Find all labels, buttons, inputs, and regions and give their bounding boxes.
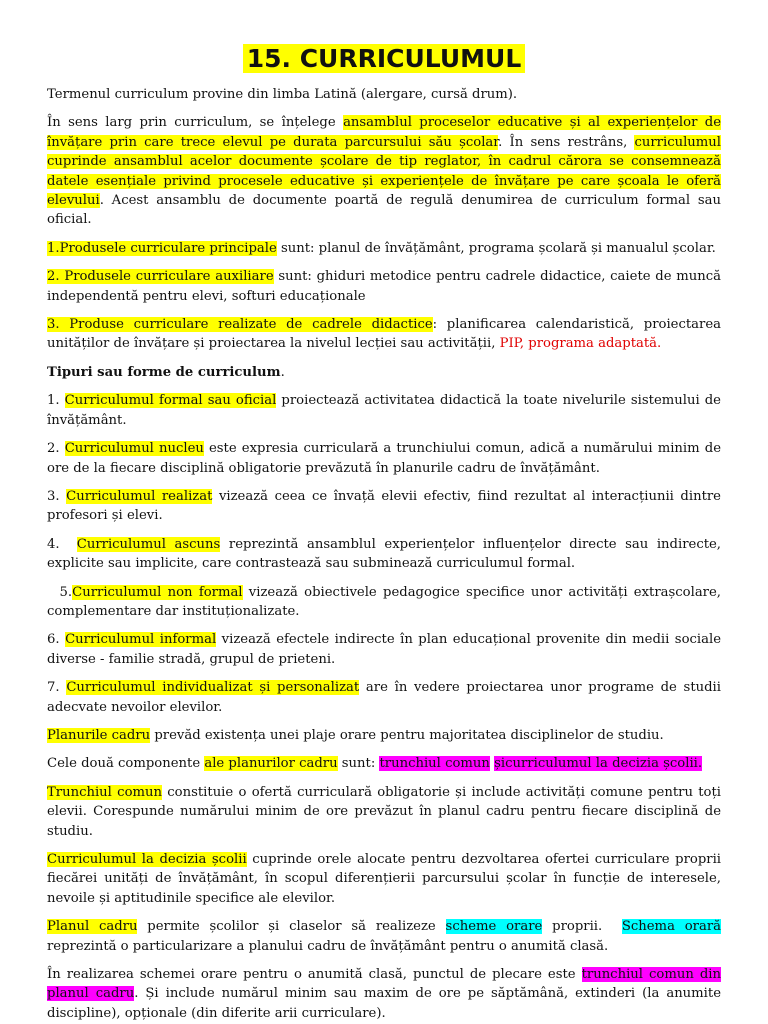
products-principal-paragraph: 1.Produsele curriculare principale sunt: planul de învățământ, programa școlară și manualul școlar. xyxy=(47,240,716,256)
products-auxiliary-paragraph: 2. Produsele curriculare auxiliare sunt: ghiduri metodice pentru cadrele didactice, caiete de muncă independentă pentru elevi, softuri educaționale xyxy=(47,269,721,304)
type-item-individualizat: 7. Curriculumul individualizat și personalizat are în vedere proiectarea unor programe de studii adecvate nevoilor elevilor. xyxy=(47,680,721,715)
framework-plan-paragraph: Planul cadru permite școlilor și claselor să realizeze scheme orare proprii. Schema orară reprezintă o particularizare a planului cadru de învățământ pentru o anumită clasă. xyxy=(47,919,726,954)
type-item-realizat: 3. Curriculumul realizat vizează ceea ce învață elevii efectiv, fiind rezultat al interacțiunii dintre profesori și elevi. xyxy=(47,488,721,524)
framework-plans-paragraph: Planurile cadru prevăd existența unei plaje orare pentru majoritatea disciplinelor de studiu. xyxy=(47,727,664,743)
products-teacher-paragraph: 3. Produse curriculare realizate de cadrele didactice: planificarea calendaristică, proiectarea unităților de învățare și proiectarea la nivelul lecției sau activității, PIP, programa adaptată. xyxy=(47,317,721,352)
intro-paragraph: Termenul curriculum provine din limba Latină (alergare, cursă drum). xyxy=(47,87,518,102)
type-item-formal: 1. Curriculumul formal sau oficial proiectează activitatea didactică la toate nivelurile sistemului de învățământ. xyxy=(47,393,721,428)
page-title: 15. CURRICULUMUL xyxy=(47,42,721,76)
definition-paragraph: În sens larg prin curriculum, se înțelege ansamblul proceselor educative și al experiențelor de învățare prin care trece elevul pe durata parcursului său școlar. În sens restrâns, curriculumul cuprinde ansamblul acelor documente școlare de tip reglator, în cadrul cărora se consemnează datele esențiale privind procesele educative și experiențele de învățare pe care școala le oferă elevului. Acest ansamblu de documente poartă de regulă denumirea de curriculum formal sau oficial. xyxy=(47,115,721,228)
type-item-informal: 6. Curriculumul informal vizează efectele indirecte în plan educațional provenite din medii sociale diverse - familie stradă, grupul de prieteni. xyxy=(47,632,721,667)
type-item-non-formal: 5.Curriculumul non formal vizează obiectivele pedagogice specifice unor activități extrașcolare, complementare dar instituționalizate. xyxy=(47,584,726,619)
type-item-ascuns: 4. Curriculumul ascuns reprezintă ansamblul experiențelor influențelor directe sau indirecte, explicite sau implicite, care contrastează sau subminează curriculumul formal. xyxy=(47,536,726,572)
timetable-paragraph: În realizarea schemei orare pentru o anumită clasă, punctul de plecare este trunchiul comun din planul cadru. Și include numărul minim sau maxim de ore pe săptămână, extinderi (la anumite discipline), opționale (din diferite arii curriculare). xyxy=(47,967,722,1021)
common-core-paragraph: Trunchiul comun constituie o ofertă curriculară obligatorie și include activități comune pentru toți elevii. Corespunde numărului minim de ore prevăzut în planul cadru pentru fiecare disciplină de studiu. xyxy=(47,784,721,839)
types-heading: Tipuri sau forme de curriculum. xyxy=(47,364,285,380)
components-paragraph: Cele două componente ale planurilor cadru sunt: trunchiul comun șicurriculumul la decizia școlii. xyxy=(47,756,703,772)
school-decision-paragraph: Curriculumul la decizia școlii cuprinde orele alocate pentru dezvoltarea ofertei curriculare proprii fiecărei unități de învățământ, în scopul diferențierii parcursului școlar în funcție de interesele, nevoile și aptitudinile specifice ale elevilor. xyxy=(47,852,722,906)
type-item-nucleu: 2. Curriculumul nucleu este expresia curriculară a trunchiului comun, adică a numărului minim de ore de la fiecare disciplină obligatorie prevăzută în planurile cadru de învățământ. xyxy=(47,441,721,476)
